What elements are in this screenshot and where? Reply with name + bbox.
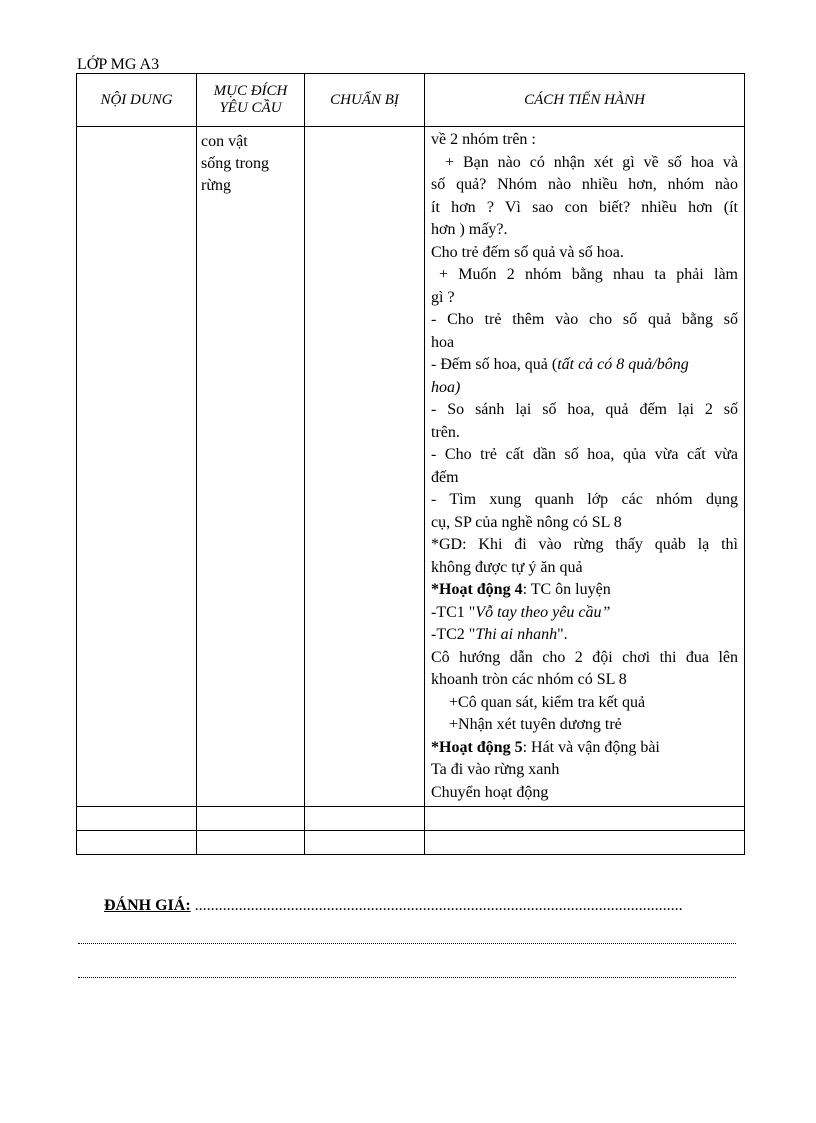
purpose-line: sống trong: [201, 155, 269, 172]
empty-cell: [77, 831, 197, 855]
procedure-line: khoanh tròn các nhóm có SL 8: [431, 671, 627, 688]
procedure-line: Ta đi vào rừng xanh: [431, 761, 560, 778]
procedure-text: -TC2 ": [431, 626, 476, 643]
purpose-cell: [197, 127, 305, 807]
table-header-row: [77, 74, 745, 127]
procedure-line: + Muốn 2 nhóm bằng nhau ta phải làm: [439, 266, 738, 283]
purpose-line: con vật: [201, 133, 248, 150]
procedure-line: + Bạn nào có nhận xét gì về số hoa và: [445, 153, 738, 171]
procedure-line: +Nhận xét tuyên dương trẻ: [449, 716, 622, 733]
purpose-line: rừng: [201, 177, 231, 194]
procedure-line: Cô hướng dẫn cho 2 đội chơi thi đua lên: [431, 648, 738, 666]
procedure-line: [431, 602, 738, 625]
procedure-italic: Thi ai nhanh: [475, 626, 558, 643]
table-row: [77, 831, 745, 855]
procedure-text: ".: [557, 626, 568, 643]
procedure-line: gì ?: [431, 288, 455, 306]
procedure-line: cụ, SP của nghề nông có SL 8: [431, 513, 622, 531]
procedure-line: *GD: Khi đi vào rừng thấy quảb lạ thì: [431, 536, 738, 553]
procedure-line: hoa: [431, 333, 455, 351]
content-cell: [77, 127, 197, 807]
procedure-italic: Vỗ tay theo yêu cầu”: [475, 603, 611, 621]
procedure-line: Cho trẻ đếm số quả và số hoa.: [431, 243, 624, 261]
activity-5-heading: Hoạt động 5: [439, 738, 523, 756]
procedure-line: số quả? Nhóm nào nhiều hơn, nhóm nào: [431, 176, 738, 193]
procedure-text: : TC ôn luyện: [522, 581, 611, 598]
procedure-line: [431, 737, 738, 760]
evaluation-label: ĐÁNH GIÁ:: [104, 897, 191, 914]
header-procedure: CÁCH TIẾN HÀNH: [425, 74, 745, 127]
procedure-text: -TC1 ": [431, 603, 476, 621]
procedure-text: - Đếm số hoa, quả (: [431, 356, 558, 373]
empty-cell: [77, 807, 197, 831]
procedure-line: ít hơn ? Vì sao con biết? nhiều hơn (ít: [431, 198, 738, 216]
evaluation-dots: ..........................................................................................................................: [194, 897, 683, 914]
header-purpose: [197, 74, 305, 127]
procedure-line: về 2 nhóm trên :: [431, 131, 536, 148]
empty-cell: [425, 807, 745, 831]
procedure-line: không được tự ý ăn quả: [431, 558, 583, 576]
activity-4-heading: Hoạt động 4: [439, 581, 523, 598]
procedure-text: : Hát và vận động bài: [522, 738, 660, 756]
header-content: NỘI DUNG: [77, 74, 197, 127]
empty-cell: [425, 831, 745, 855]
procedure-italic: hoa): [431, 378, 461, 396]
procedure-line: hơn ) mấy?.: [431, 221, 508, 238]
header-purpose-text: MỤC ĐÍCH YÊU CẦU: [213, 83, 288, 116]
procedure-italic: tất cả có 8 quả/bông: [557, 356, 689, 373]
procedure-line: - So sánh lại số hoa, quả đếm lại 2 số: [431, 401, 738, 418]
procedure-bold: *: [431, 738, 439, 756]
table-row: [77, 807, 745, 831]
procedure-line: [431, 579, 738, 602]
empty-cell: [197, 831, 305, 855]
table-row: [77, 127, 745, 807]
procedure-line: [431, 624, 738, 647]
empty-cell: [197, 807, 305, 831]
procedure-line: Chuyển hoạt động: [431, 783, 549, 801]
procedure-line: - Cho trẻ cất dần số hoa, qủa vừa cất vừa: [431, 446, 738, 463]
procedure-line: trên.: [431, 423, 460, 441]
evaluation-line: [78, 943, 736, 944]
class-label: LỚP MG A3: [77, 56, 160, 73]
procedure-line: đếm: [431, 468, 459, 486]
header-preparation: CHUẨN BỊ: [305, 74, 425, 127]
procedure-line: - Cho trẻ thêm vào cho số quả bằng số: [431, 311, 738, 328]
procedure-cell: [425, 127, 745, 807]
lesson-plan-table: [76, 73, 745, 855]
preparation-cell: [305, 127, 425, 807]
evaluation-line: [78, 977, 736, 978]
procedure-line: - Tìm xung quanh lớp các nhóm dụng: [431, 491, 738, 508]
procedure-line: [431, 377, 738, 400]
empty-cell: [305, 831, 425, 855]
evaluation-row: [104, 897, 683, 915]
procedure-line: [431, 354, 738, 377]
procedure-bold: *: [431, 581, 439, 598]
procedure-line: +Cô quan sát, kiểm tra kết quả: [449, 693, 646, 711]
empty-cell: [305, 807, 425, 831]
